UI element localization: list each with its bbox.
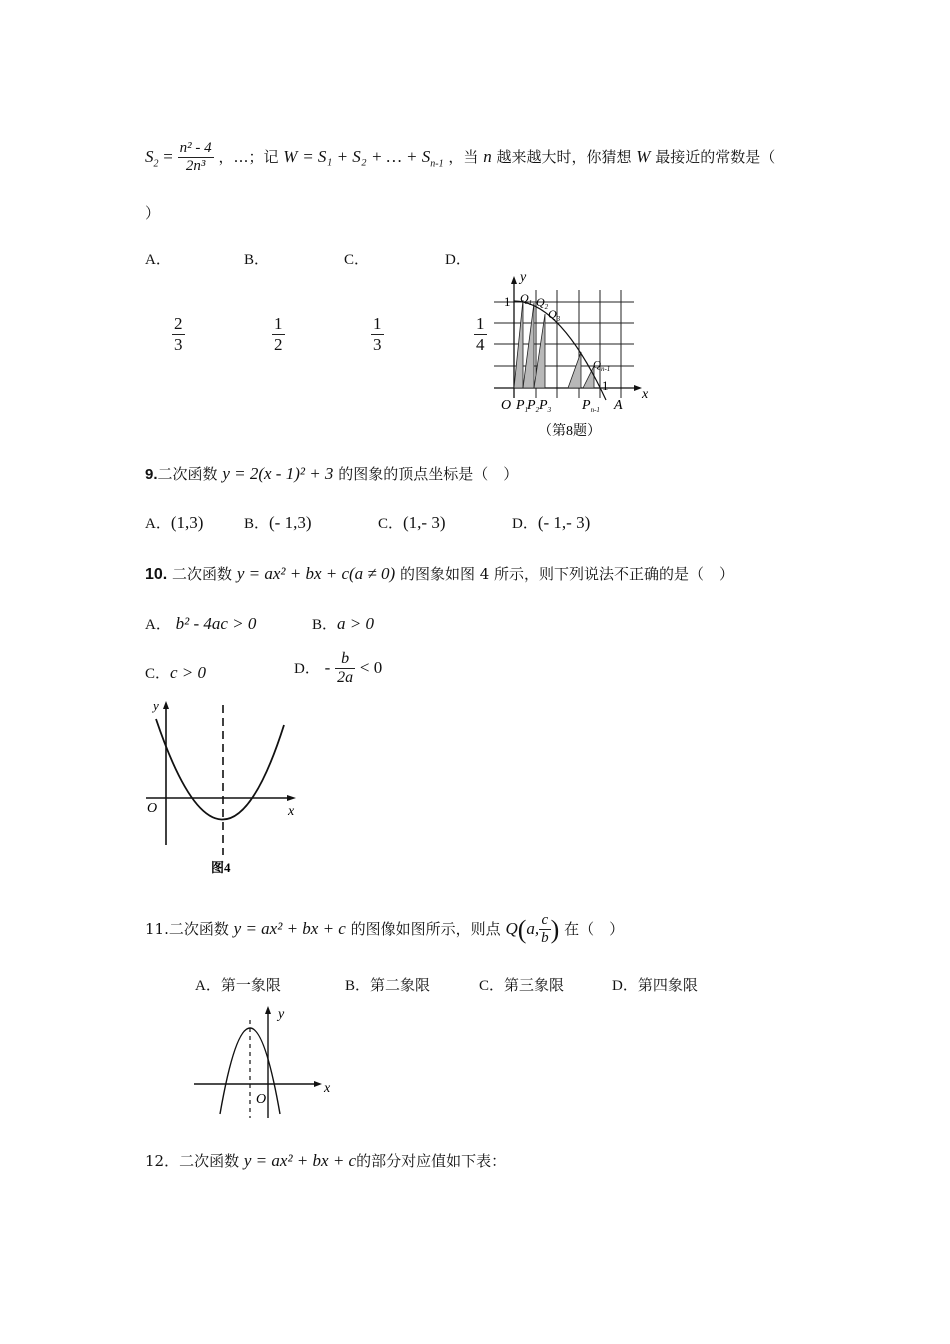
q10-suffix: 的图象如图 4 所示，则下列说法不正确的是（ ） [399,565,735,583]
q10-formula: y = ax² + bx + c(a ≠ 0) [236,564,396,583]
q11-option-d: D．第四象限 [612,976,698,994]
q10-caption: 图4 [211,860,231,875]
q8-x-label: x [642,387,649,402]
q10-origin: O [147,801,158,816]
q11-x-arrow-icon [314,1081,322,1087]
q10-parabola [156,719,284,820]
q9-prefix: 二次函数 [157,465,218,483]
q8-a-label: A [614,398,623,413]
q8-q1: $Q_1$ [520,291,533,307]
q10-option-b: B．a > 0 [312,614,374,633]
q8-qn: $Q_{n-1}$ [593,359,611,373]
q8-q2: $Q_2$ [536,295,549,311]
w-expression: = S₁ + S₂ + … + $S_{n-1}$ [302,146,444,170]
q8-p3: $P_3$ [539,398,552,414]
q11-point-a: a, [526,918,540,938]
s2-fraction: $\frac{\text{n² - 4}}{\text{2n³}}$ [179,140,212,175]
q8-fraction-c: $\frac{1}{3}$ [373,314,382,354]
w-symbol: W [283,146,298,166]
q8-fraction-d: $\frac{1}{4}$ [476,314,485,354]
q8-option-d: D． [445,252,471,268]
q9-option-b: B．(- 1,3) [244,513,312,532]
q8-close-paren: ） [145,204,161,222]
q10-stem [145,563,734,584]
q10-option-d: D． - $\frac{b}{2a}$ < 0 [294,650,383,687]
q8-when: ，当 [448,147,479,166]
q10-prefix: 二次函数 [172,565,233,583]
q11-option-c: C．第三象限 [479,976,565,994]
q8-y-label: y [520,270,527,285]
q12-suffix: 的部分对应值如下表： [356,1152,507,1170]
q11-x-label: x [324,1081,331,1096]
q11-point-fraction: $\frac{c}{b}$ [541,912,549,947]
q9-option-c: C．(1,- 3) [378,513,446,532]
q10-option-c: C．c > 0 [145,663,207,682]
q8-stem-line [145,140,775,176]
q8-separator: ，…；记 [218,147,279,166]
q8-option-a: A． [145,252,171,268]
q8-fraction-b: $\frac{1}{2}$ [274,314,283,354]
q8-caption: （第8题） [538,424,601,439]
q11-point: Q [505,918,518,938]
q10-x-arrow-icon [287,795,296,801]
q8-x-arrow-icon [634,385,642,391]
q10-number: 10. [145,566,168,583]
q11-formula: y = ax² + bx + c [233,918,346,938]
s2-symbol: $S_2$ [145,146,159,170]
q8-q3: $Q_3$ [548,307,561,323]
q11-option-a: A．第一象限 [195,976,281,994]
q10-x-label: x [288,804,295,819]
q8-option-c: C． [344,252,370,268]
q8-p1: $P_1$ [516,398,529,414]
q11-y-arrow-icon [265,1006,271,1014]
q8-pn: $P_{n-1}$ [582,398,600,414]
q12-formula: y = ax² + bx + c [243,1151,357,1170]
q9-option-d: D．(- 1,- 3) [512,513,591,532]
equals: = [163,146,173,166]
q8-figure [490,270,660,445]
q12-stem [145,1150,506,1171]
q12-prefix: 二次函数 [179,1152,240,1170]
q10-y-arrow-icon [163,701,169,709]
q8-tail: 最接近的常数是（ [655,147,776,166]
q8-p2: $P_2$ [527,398,540,414]
q11-origin: O [256,1092,267,1107]
q8-origin: O [501,398,512,413]
q11-option-b: B．第二象限 [345,976,431,994]
q11-middle: 的图像如图所示，则点 [350,919,501,938]
q8-one-right: 1 [602,378,609,393]
q11-y-label: y [278,1007,285,1022]
q11-prefix: 二次函数 [168,919,229,938]
q8-one-top: 1 [504,294,511,309]
q9-number: 9. [145,466,158,483]
q10-figure [140,695,310,880]
q10-option-a: A． b² - 4ac > 0 [145,614,257,633]
n-symbol: n [483,146,492,166]
q8-fraction-a: $\frac{2}{3}$ [174,314,183,354]
q8-y-arrow-icon [511,276,517,284]
q11-figure [188,1000,348,1125]
q12-number: 12． [145,1152,180,1170]
q8-option-b: B． [244,252,270,268]
q11-stem: 11.二次函数 y = ax² + bx + c 的图像如图所示，则点 Q(a, $\frac{c}{b}$ ) 在（ ） [145,912,625,947]
w-symbol-2: W [636,146,651,166]
q9-suffix: 的图象的顶点坐标是（ ） [338,465,519,483]
q11-number: 11. [145,919,169,938]
q11-suffix: 在（ ） [564,919,625,938]
q8-middle: 越来越大时，你猜想 [496,147,632,166]
q9-option-a: A．(1,3) [145,513,204,532]
q10-y-label: y [153,698,159,713]
q9-formula: y = 2(x - 1)² + 3 [222,464,334,483]
q9-stem [145,463,518,484]
